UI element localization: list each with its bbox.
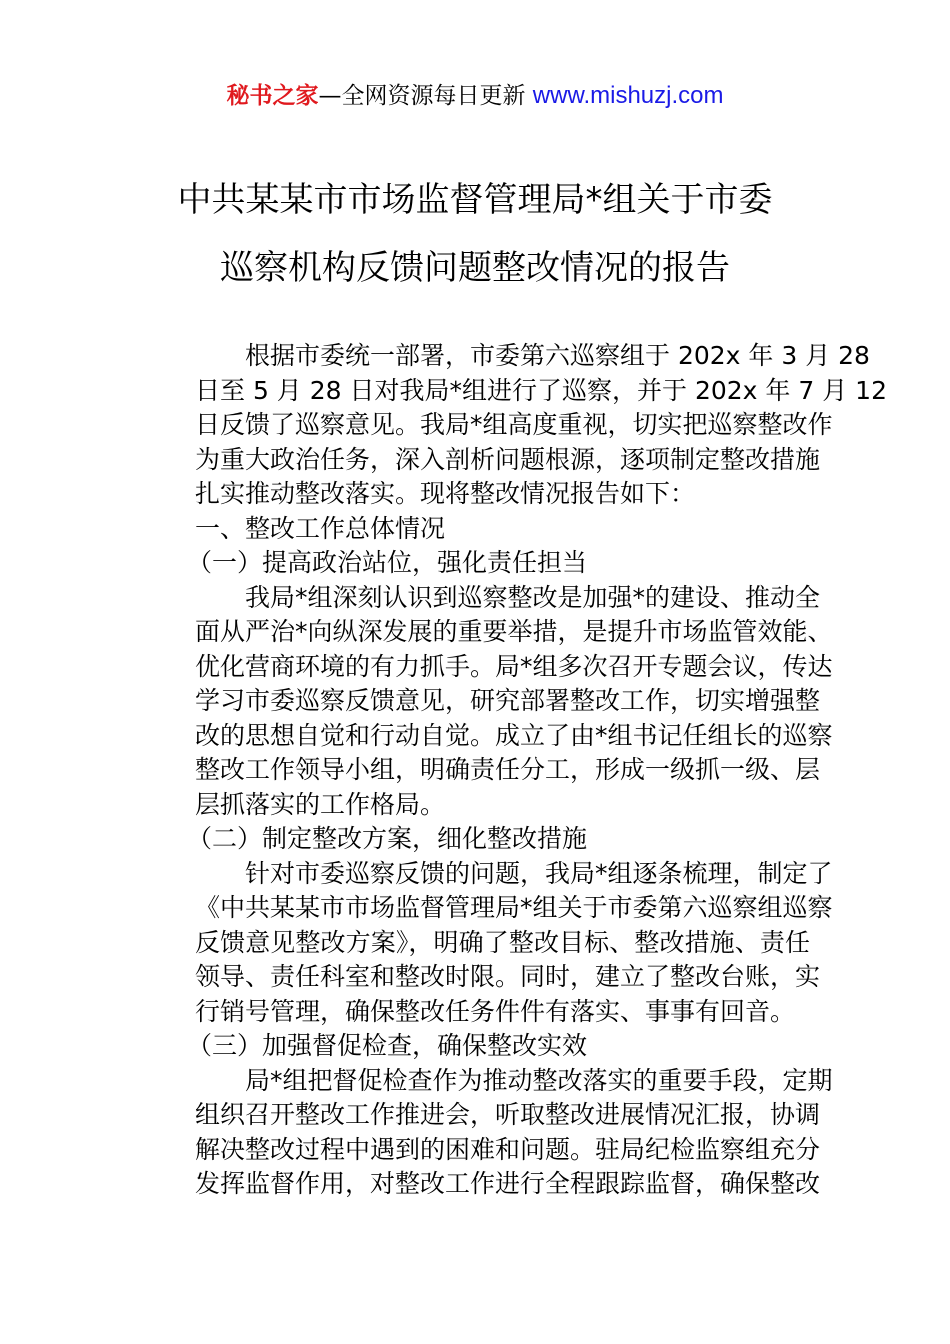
text-line: 层抓落实的工作格局。	[195, 789, 446, 819]
site-tagline: —全网资源每日更新	[318, 83, 533, 109]
title-line-2: 巡察机构反馈问题整改情况的报告	[220, 248, 730, 288]
text-line: 根据市委统一部署，市委第六巡察组于 202x 年 3 月 28	[245, 341, 870, 370]
text-line: 整改工作领导小组，明确责任分工，形成一级抓一级、层	[195, 755, 821, 784]
subsection-heading-3: （三）加强督促检查，确保整改实效	[187, 1031, 588, 1060]
text-line: 扎实推动整改落实。现将整改情况报告如下：	[195, 479, 696, 508]
subsection-heading-2: （二）制定整改方案，细化整改措施	[187, 824, 588, 853]
text-line: 针对市委巡察反馈的问题，我局*组逐条梳理，制定了	[245, 858, 833, 888]
text-line: 解决整改过程中遇到的困难和问题。驻局纪检监察组充分	[195, 1134, 821, 1164]
site-header	[0, 80, 950, 112]
text-line: 局*组把督促检查作为推动整改落实的重要手段，定期	[245, 1065, 833, 1095]
text-line: 优化营商环境的有力抓手。局*组多次召开专题会议，传达	[195, 651, 833, 681]
title-line-1: 中共某某市市场监督管理局*组关于市委	[177, 180, 773, 220]
intro-paragraph	[145, 339, 887, 512]
section-heading: 一、整改工作总体情况	[195, 513, 446, 543]
text-line: 反馈意见整改方案》，明确了整改目标、整改措施、责任	[195, 927, 810, 957]
subsection-1-paragraph	[145, 581, 833, 823]
text-line: 为重大政治任务，深入剖析问题根源，逐项制定整改措施	[195, 444, 821, 474]
text-line: 行销号管理，确保整改任务件件有落实、事事有回音。	[195, 996, 796, 1026]
text-line: 日至 5 月 28 日对我局*组进行了巡察，并于 202x 年 7 月 12	[195, 375, 887, 405]
text-line: 发挥监督作用，对整改工作进行全程跟踪监督，确保整改	[195, 1169, 821, 1198]
text-line: 《中共某某市市场监督管理局*组关于市委第六巡察组巡察	[195, 893, 833, 922]
text-line: 面从严治*向纵深发展的重要举措，是提升市场监管效能、	[195, 617, 833, 646]
document-body	[145, 339, 887, 1202]
document-title	[100, 176, 850, 292]
text-line: 组织召开整改工作推进会，听取整改进展情况汇报，协调	[195, 1100, 821, 1129]
subsection-2-paragraph	[145, 857, 833, 1030]
text-line: 学习市委巡察反馈意见，研究部署整改工作，切实增强整	[195, 686, 821, 715]
subsection-heading-1: （一）提高政治站位，强化责任担当	[187, 548, 588, 577]
text-line: 领导、责任科室和整改时限。同时，建立了整改台账，实	[195, 962, 821, 991]
site-url-link[interactable]: www.mishuzj.com	[532, 82, 724, 109]
text-line: 我局*组深刻认识到巡察整改是加强*的建设、推动全	[245, 582, 821, 612]
subsection-3-paragraph	[145, 1064, 833, 1202]
text-line: 改的思想自觉和行动自觉。成立了由*组书记任组长的巡察	[195, 720, 833, 750]
brand-name: 秘书之家	[226, 83, 319, 109]
text-line: 日反馈了巡察意见。我局*组高度重视，切实把巡察整改作	[195, 410, 833, 439]
